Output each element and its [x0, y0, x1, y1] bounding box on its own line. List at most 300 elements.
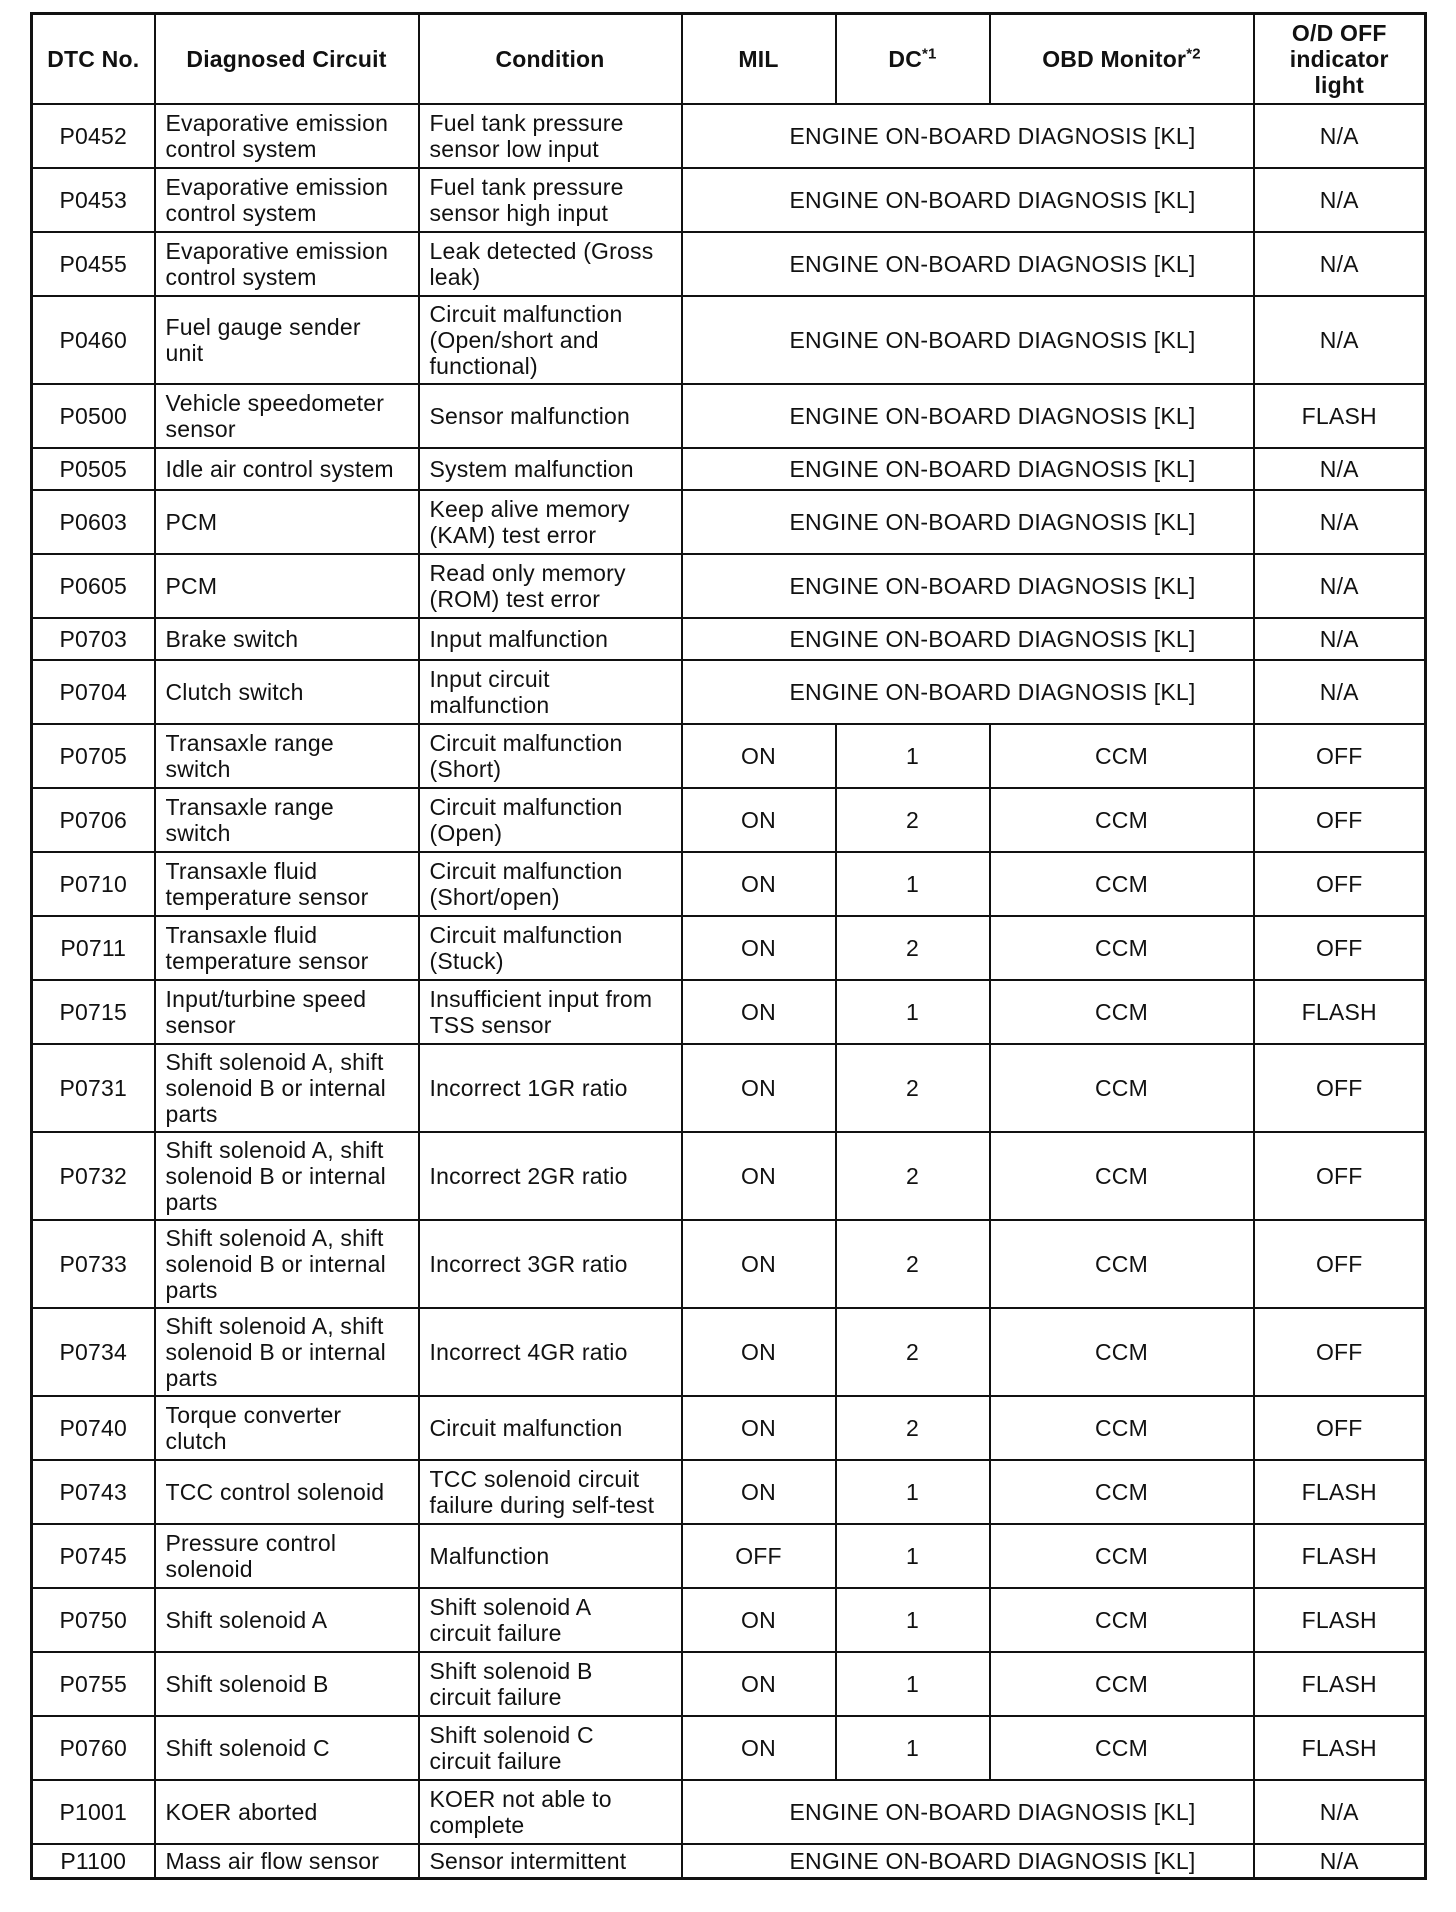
- condition-line: Read only memory: [429, 560, 626, 586]
- table-row: [32, 1716, 1426, 1780]
- condition-line: Input malfunction: [429, 626, 609, 652]
- obd-monitor-cell: CCM: [990, 1652, 1254, 1716]
- dtc-code-cell: P0750: [32, 1588, 155, 1652]
- diagnosed-circuit-cell: [155, 448, 419, 490]
- header-dc-footnote: *1: [922, 45, 937, 63]
- header-od-line2: indicator: [1289, 46, 1389, 72]
- diagnosed-circuit-cell: [155, 384, 419, 448]
- diagnosed-circuit-cell: [155, 1588, 419, 1652]
- condition-cell: [419, 1044, 682, 1132]
- dtc-code-cell: P0455: [32, 232, 155, 296]
- diagnosed-circuit-line: Clutch switch: [165, 679, 304, 705]
- condition-line: (KAM) test error: [429, 522, 597, 548]
- diagnosed-circuit-line: PCM: [165, 573, 218, 599]
- obd-monitor-cell: CCM: [990, 1588, 1254, 1652]
- obd-monitor-cell: CCM: [990, 1716, 1254, 1780]
- table-row: [32, 448, 1426, 490]
- dtc-code-cell: P1100: [32, 1844, 155, 1879]
- diagnosed-circuit-line: parts: [165, 1277, 218, 1303]
- diagnosed-circuit-line: parts: [165, 1101, 218, 1127]
- condition-line: malfunction: [429, 692, 550, 718]
- condition-line: Incorrect 3GR ratio: [429, 1251, 628, 1277]
- dtc-code-cell: P0715: [32, 980, 155, 1044]
- diagnosed-circuit-line: unit: [165, 340, 204, 366]
- dtc-code-cell: P1001: [32, 1780, 155, 1844]
- diagnosed-circuit-line: switch: [165, 820, 231, 846]
- obd-monitor-cell: CCM: [990, 1396, 1254, 1460]
- diagnosed-circuit-line: solenoid B or internal: [165, 1075, 386, 1101]
- dc-cell: 1: [836, 1716, 990, 1780]
- condition-line: Sensor malfunction: [429, 403, 630, 429]
- condition-cell: [419, 1716, 682, 1780]
- condition-line: circuit failure: [429, 1748, 562, 1774]
- engine-obd-span-cell: ENGINE ON-BOARD DIAGNOSIS [KL]: [682, 296, 1254, 384]
- condition-line: Fuel tank pressure: [429, 110, 624, 136]
- od-off-light-cell: N/A: [1254, 1844, 1426, 1879]
- condition-line: Shift solenoid A: [429, 1594, 592, 1620]
- condition-cell: [419, 1652, 682, 1716]
- diagnosed-circuit-line: Shift solenoid A, shift: [165, 1225, 384, 1251]
- od-off-light-cell: OFF: [1254, 1044, 1426, 1132]
- diagnosed-circuit-line: Transaxle fluid: [165, 858, 318, 884]
- condition-cell: [419, 1844, 682, 1879]
- diagnosed-circuit-line: KOER aborted: [165, 1799, 318, 1825]
- od-off-light-cell: N/A: [1254, 1780, 1426, 1844]
- condition-line: sensor high input: [429, 200, 609, 226]
- diagnosed-circuit-line: Shift solenoid B: [165, 1671, 329, 1697]
- od-off-light-cell: OFF: [1254, 1132, 1426, 1220]
- diagnosed-circuit-line: solenoid B or internal: [165, 1163, 386, 1189]
- mil-cell: ON: [682, 1220, 836, 1308]
- od-off-light-cell: N/A: [1254, 296, 1426, 384]
- condition-cell: [419, 1396, 682, 1460]
- mil-cell: ON: [682, 1044, 836, 1132]
- engine-obd-span-cell: ENGINE ON-BOARD DIAGNOSIS [KL]: [682, 168, 1254, 232]
- condition-cell: [419, 296, 682, 384]
- condition-line: failure during self-test: [429, 1492, 655, 1518]
- dtc-code-cell: P0755: [32, 1652, 155, 1716]
- table-body: [32, 104, 1426, 1879]
- condition-line: System malfunction: [429, 456, 634, 482]
- diagnosed-circuit-cell: [155, 1044, 419, 1132]
- table-row: [32, 384, 1426, 448]
- condition-cell: [419, 852, 682, 916]
- table-row: [32, 852, 1426, 916]
- obd-monitor-cell: CCM: [990, 916, 1254, 980]
- engine-obd-span-cell: ENGINE ON-BOARD DIAGNOSIS [KL]: [682, 448, 1254, 490]
- obd-monitor-cell: CCM: [990, 788, 1254, 852]
- condition-line: (ROM) test error: [429, 586, 601, 612]
- condition-line: Leak detected (Gross: [429, 238, 654, 264]
- od-off-light-cell: OFF: [1254, 1308, 1426, 1396]
- condition-line: Circuit malfunction: [429, 922, 623, 948]
- condition-line: Insufficient input from: [429, 986, 653, 1012]
- dc-cell: 1: [836, 1652, 990, 1716]
- dtc-code-cell: P0733: [32, 1220, 155, 1308]
- dtc-table: [30, 12, 1427, 1880]
- table-row: [32, 104, 1426, 168]
- condition-line: Incorrect 2GR ratio: [429, 1163, 628, 1189]
- diagnosed-circuit-line: solenoid: [165, 1556, 253, 1582]
- condition-cell: [419, 618, 682, 660]
- diagnosed-circuit-cell: [155, 490, 419, 554]
- table-header-row: [32, 14, 1426, 105]
- diagnosed-circuit-line: PCM: [165, 509, 218, 535]
- diagnosed-circuit-line: Pressure control: [165, 1530, 337, 1556]
- od-off-light-cell: N/A: [1254, 554, 1426, 618]
- condition-cell: [419, 788, 682, 852]
- diagnosed-circuit-cell: [155, 660, 419, 724]
- mil-cell: ON: [682, 916, 836, 980]
- condition-line: Fuel tank pressure: [429, 174, 624, 200]
- obd-monitor-cell: CCM: [990, 852, 1254, 916]
- condition-line: leak): [429, 264, 481, 290]
- header-condition: Condition: [419, 14, 682, 105]
- od-off-light-cell: OFF: [1254, 788, 1426, 852]
- mil-cell: ON: [682, 1588, 836, 1652]
- obd-monitor-cell: CCM: [990, 980, 1254, 1044]
- diagnosed-circuit-line: TCC control solenoid: [165, 1479, 385, 1505]
- od-off-light-cell: FLASH: [1254, 1652, 1426, 1716]
- dc-cell: 2: [836, 1132, 990, 1220]
- od-off-light-cell: N/A: [1254, 232, 1426, 296]
- diagnosed-circuit-line: parts: [165, 1365, 218, 1391]
- condition-line: Keep alive memory: [429, 496, 630, 522]
- condition-cell: [419, 554, 682, 618]
- obd-monitor-cell: CCM: [990, 1460, 1254, 1524]
- diagnosed-circuit-cell: [155, 232, 419, 296]
- condition-line: Circuit malfunction: [429, 301, 623, 327]
- condition-cell: [419, 384, 682, 448]
- dc-cell: 2: [836, 1220, 990, 1308]
- dtc-code-cell: P0505: [32, 448, 155, 490]
- dtc-code-cell: P0731: [32, 1044, 155, 1132]
- condition-cell: [419, 660, 682, 724]
- table-row: [32, 554, 1426, 618]
- dtc-code-cell: P0704: [32, 660, 155, 724]
- diagnosed-circuit-cell: [155, 1460, 419, 1524]
- condition-cell: [419, 1588, 682, 1652]
- diagnosed-circuit-line: sensor: [165, 1012, 236, 1038]
- obd-monitor-cell: CCM: [990, 1524, 1254, 1588]
- diagnosed-circuit-line: Evaporative emission: [165, 174, 389, 200]
- dtc-code-cell: P0705: [32, 724, 155, 788]
- diagnosed-circuit-line: Fuel gauge sender: [165, 314, 361, 340]
- header-od-line3: light: [1314, 72, 1365, 98]
- diagnosed-circuit-cell: [155, 168, 419, 232]
- engine-obd-span-cell: ENGINE ON-BOARD DIAGNOSIS [KL]: [682, 490, 1254, 554]
- od-off-light-cell: OFF: [1254, 1220, 1426, 1308]
- dtc-table-container: [30, 12, 1424, 1880]
- diagnosed-circuit-line: Mass air flow sensor: [165, 1848, 380, 1874]
- condition-line: Sensor intermittent: [429, 1848, 627, 1874]
- engine-obd-span-cell: ENGINE ON-BOARD DIAGNOSIS [KL]: [682, 384, 1254, 448]
- dc-cell: 2: [836, 1308, 990, 1396]
- diagnosed-circuit-line: Evaporative emission: [165, 238, 389, 264]
- dtc-code-cell: P0743: [32, 1460, 155, 1524]
- diagnosed-circuit-line: switch: [165, 756, 231, 782]
- header-dc: [836, 14, 990, 105]
- diagnosed-circuit-cell: [155, 618, 419, 660]
- od-off-light-cell: OFF: [1254, 724, 1426, 788]
- mil-cell: ON: [682, 980, 836, 1044]
- engine-obd-span-cell: ENGINE ON-BOARD DIAGNOSIS [KL]: [682, 232, 1254, 296]
- mil-cell: ON: [682, 788, 836, 852]
- dtc-code-cell: P0710: [32, 852, 155, 916]
- condition-line: Input circuit: [429, 666, 550, 692]
- condition-line: Circuit malfunction: [429, 858, 623, 884]
- od-off-light-cell: FLASH: [1254, 1460, 1426, 1524]
- diagnosed-circuit-line: Transaxle range: [165, 794, 334, 820]
- table-row: [32, 1524, 1426, 1588]
- dtc-code-cell: P0452: [32, 104, 155, 168]
- condition-line: complete: [429, 1812, 525, 1838]
- condition-line: circuit failure: [429, 1684, 562, 1710]
- od-off-light-cell: N/A: [1254, 660, 1426, 724]
- condition-line: (Short/open): [429, 884, 560, 910]
- condition-cell: [419, 980, 682, 1044]
- condition-cell: [419, 724, 682, 788]
- od-off-light-cell: OFF: [1254, 852, 1426, 916]
- diagnosed-circuit-cell: [155, 852, 419, 916]
- od-off-light-cell: N/A: [1254, 448, 1426, 490]
- diagnosed-circuit-line: solenoid B or internal: [165, 1251, 386, 1277]
- table-row: [32, 490, 1426, 554]
- diagnosed-circuit-line: Brake switch: [165, 626, 299, 652]
- diagnosed-circuit-line: Shift solenoid A, shift: [165, 1049, 384, 1075]
- dtc-code-cell: P0734: [32, 1308, 155, 1396]
- dc-cell: 2: [836, 1396, 990, 1460]
- mil-cell: ON: [682, 1652, 836, 1716]
- table-row: [32, 232, 1426, 296]
- diagnosed-circuit-line: control system: [165, 200, 317, 226]
- engine-obd-span-cell: ENGINE ON-BOARD DIAGNOSIS [KL]: [682, 1780, 1254, 1844]
- diagnosed-circuit-line: temperature sensor: [165, 948, 369, 974]
- table-row: [32, 980, 1426, 1044]
- condition-cell: [419, 168, 682, 232]
- diagnosed-circuit-cell: [155, 1132, 419, 1220]
- diagnosed-circuit-cell: [155, 104, 419, 168]
- dc-cell: 2: [836, 1044, 990, 1132]
- table-row: [32, 1132, 1426, 1220]
- condition-line: (Open/short and: [429, 327, 599, 353]
- condition-cell: [419, 916, 682, 980]
- dtc-code-cell: P0453: [32, 168, 155, 232]
- condition-line: functional): [429, 353, 538, 379]
- diagnosed-circuit-line: clutch: [165, 1428, 227, 1454]
- od-off-light-cell: OFF: [1254, 1396, 1426, 1460]
- diagnosed-circuit-line: Transaxle range: [165, 730, 334, 756]
- diagnosed-circuit-line: Torque converter: [165, 1402, 342, 1428]
- engine-obd-span-cell: ENGINE ON-BOARD DIAGNOSIS [KL]: [682, 1844, 1254, 1879]
- condition-line: Incorrect 1GR ratio: [429, 1075, 628, 1101]
- mil-cell: ON: [682, 1460, 836, 1524]
- diagnosed-circuit-cell: [155, 1220, 419, 1308]
- condition-line: Shift solenoid C: [429, 1722, 594, 1748]
- condition-cell: [419, 1132, 682, 1220]
- dtc-code-cell: P0732: [32, 1132, 155, 1220]
- mil-cell: ON: [682, 1308, 836, 1396]
- table-row: [32, 618, 1426, 660]
- dc-cell: 2: [836, 916, 990, 980]
- dtc-code-cell: P0603: [32, 490, 155, 554]
- table-row: [32, 1308, 1426, 1396]
- diagnosed-circuit-cell: [155, 1308, 419, 1396]
- condition-cell: [419, 1780, 682, 1844]
- condition-line: Incorrect 4GR ratio: [429, 1339, 628, 1365]
- diagnosed-circuit-line: Evaporative emission: [165, 110, 389, 136]
- mil-cell: ON: [682, 724, 836, 788]
- condition-line: (Stuck): [429, 948, 504, 974]
- table-row: [32, 168, 1426, 232]
- od-off-light-cell: FLASH: [1254, 384, 1426, 448]
- diagnosed-circuit-cell: [155, 1396, 419, 1460]
- condition-line: TSS sensor: [429, 1012, 552, 1038]
- od-off-light-cell: N/A: [1254, 618, 1426, 660]
- header-dc-label: DC: [888, 46, 923, 72]
- condition-cell: [419, 232, 682, 296]
- engine-obd-span-cell: ENGINE ON-BOARD DIAGNOSIS [KL]: [682, 660, 1254, 724]
- od-off-light-cell: FLASH: [1254, 980, 1426, 1044]
- diagnosed-circuit-line: Shift solenoid A: [165, 1607, 328, 1633]
- table-row: [32, 1780, 1426, 1844]
- header-mil: MIL: [682, 14, 836, 105]
- table-row: [32, 724, 1426, 788]
- condition-cell: [419, 104, 682, 168]
- dtc-code-cell: P0703: [32, 618, 155, 660]
- header-diagnosed-circuit: Diagnosed Circuit: [155, 14, 419, 105]
- condition-line: (Open): [429, 820, 503, 846]
- dtc-code-cell: P0460: [32, 296, 155, 384]
- diagnosed-circuit-cell: [155, 296, 419, 384]
- condition-cell: [419, 1220, 682, 1308]
- dtc-code-cell: P0706: [32, 788, 155, 852]
- od-off-light-cell: OFF: [1254, 916, 1426, 980]
- diagnosed-circuit-cell: [155, 1524, 419, 1588]
- header-dtc-no: DTC No.: [32, 14, 155, 105]
- od-off-light-cell: N/A: [1254, 104, 1426, 168]
- condition-cell: [419, 1308, 682, 1396]
- diagnosed-circuit-line: Transaxle fluid: [165, 922, 318, 948]
- diagnosed-circuit-line: sensor: [165, 416, 236, 442]
- engine-obd-span-cell: ENGINE ON-BOARD DIAGNOSIS [KL]: [682, 104, 1254, 168]
- diagnosed-circuit-cell: [155, 1844, 419, 1879]
- table-row: [32, 1460, 1426, 1524]
- condition-line: (Short): [429, 756, 502, 782]
- diagnosed-circuit-line: Idle air control system: [165, 456, 394, 482]
- condition-line: Malfunction: [429, 1543, 550, 1569]
- table-row: [32, 1588, 1426, 1652]
- condition-line: Shift solenoid B: [429, 1658, 593, 1684]
- dc-cell: 1: [836, 1460, 990, 1524]
- dc-cell: 1: [836, 1588, 990, 1652]
- condition-line: KOER not able to: [429, 1786, 612, 1812]
- diagnosed-circuit-cell: [155, 1780, 419, 1844]
- od-off-light-cell: FLASH: [1254, 1716, 1426, 1780]
- header-obd-footnote: *2: [1186, 45, 1201, 63]
- diagnosed-circuit-cell: [155, 788, 419, 852]
- engine-obd-span-cell: ENGINE ON-BOARD DIAGNOSIS [KL]: [682, 618, 1254, 660]
- condition-line: Circuit malfunction: [429, 1415, 623, 1441]
- condition-cell: [419, 1524, 682, 1588]
- od-off-light-cell: N/A: [1254, 168, 1426, 232]
- table-row: [32, 1396, 1426, 1460]
- mil-cell: ON: [682, 1396, 836, 1460]
- condition-line: Circuit malfunction: [429, 730, 623, 756]
- condition-cell: [419, 448, 682, 490]
- diagnosed-circuit-line: solenoid B or internal: [165, 1339, 386, 1365]
- diagnosed-circuit-line: Shift solenoid A, shift: [165, 1313, 384, 1339]
- od-off-light-cell: FLASH: [1254, 1588, 1426, 1652]
- diagnosed-circuit-cell: [155, 980, 419, 1044]
- condition-line: circuit failure: [429, 1620, 562, 1646]
- table-row: [32, 1220, 1426, 1308]
- dtc-code-cell: P0500: [32, 384, 155, 448]
- dtc-code-cell: P0711: [32, 916, 155, 980]
- diagnosed-circuit-cell: [155, 1716, 419, 1780]
- condition-cell: [419, 490, 682, 554]
- dtc-code-cell: P0760: [32, 1716, 155, 1780]
- dc-cell: 1: [836, 1524, 990, 1588]
- table-row: [32, 1844, 1426, 1879]
- condition-line: sensor low input: [429, 136, 599, 162]
- table-row: [32, 916, 1426, 980]
- dtc-code-cell: P0740: [32, 1396, 155, 1460]
- header-od-line1: O/D OFF: [1291, 20, 1387, 46]
- obd-monitor-cell: CCM: [990, 1220, 1254, 1308]
- obd-monitor-cell: CCM: [990, 1132, 1254, 1220]
- table-row: [32, 660, 1426, 724]
- diagnosed-circuit-cell: [155, 724, 419, 788]
- mil-cell: ON: [682, 1716, 836, 1780]
- diagnosed-circuit-line: Shift solenoid A, shift: [165, 1137, 384, 1163]
- dc-cell: 1: [836, 852, 990, 916]
- mil-cell: OFF: [682, 1524, 836, 1588]
- header-obd-monitor: [990, 14, 1254, 105]
- table-row: [32, 788, 1426, 852]
- obd-monitor-cell: CCM: [990, 1044, 1254, 1132]
- table-row: [32, 1044, 1426, 1132]
- diagnosed-circuit-line: Input/turbine speed: [165, 986, 367, 1012]
- header-obd-label: OBD Monitor: [1042, 46, 1187, 72]
- diagnosed-circuit-line: temperature sensor: [165, 884, 369, 910]
- mil-cell: ON: [682, 852, 836, 916]
- diagnosed-circuit-cell: [155, 1652, 419, 1716]
- dc-cell: 1: [836, 724, 990, 788]
- od-off-light-cell: N/A: [1254, 490, 1426, 554]
- mil-cell: ON: [682, 1132, 836, 1220]
- diagnosed-circuit-line: Shift solenoid C: [165, 1735, 330, 1761]
- diagnosed-circuit-cell: [155, 916, 419, 980]
- diagnosed-circuit-line: Vehicle speedometer: [165, 390, 385, 416]
- od-off-light-cell: FLASH: [1254, 1524, 1426, 1588]
- header-od-off-light: [1254, 14, 1426, 105]
- dtc-code-cell: P0605: [32, 554, 155, 618]
- condition-line: TCC solenoid circuit: [429, 1466, 640, 1492]
- dc-cell: 1: [836, 980, 990, 1044]
- obd-monitor-cell: CCM: [990, 1308, 1254, 1396]
- table-row: [32, 296, 1426, 384]
- diagnosed-circuit-cell: [155, 554, 419, 618]
- diagnosed-circuit-line: parts: [165, 1189, 218, 1215]
- table-row: [32, 1652, 1426, 1716]
- obd-monitor-cell: CCM: [990, 724, 1254, 788]
- diagnosed-circuit-line: control system: [165, 264, 317, 290]
- condition-line: Circuit malfunction: [429, 794, 623, 820]
- diagnosed-circuit-line: control system: [165, 136, 317, 162]
- condition-cell: [419, 1460, 682, 1524]
- dc-cell: 2: [836, 788, 990, 852]
